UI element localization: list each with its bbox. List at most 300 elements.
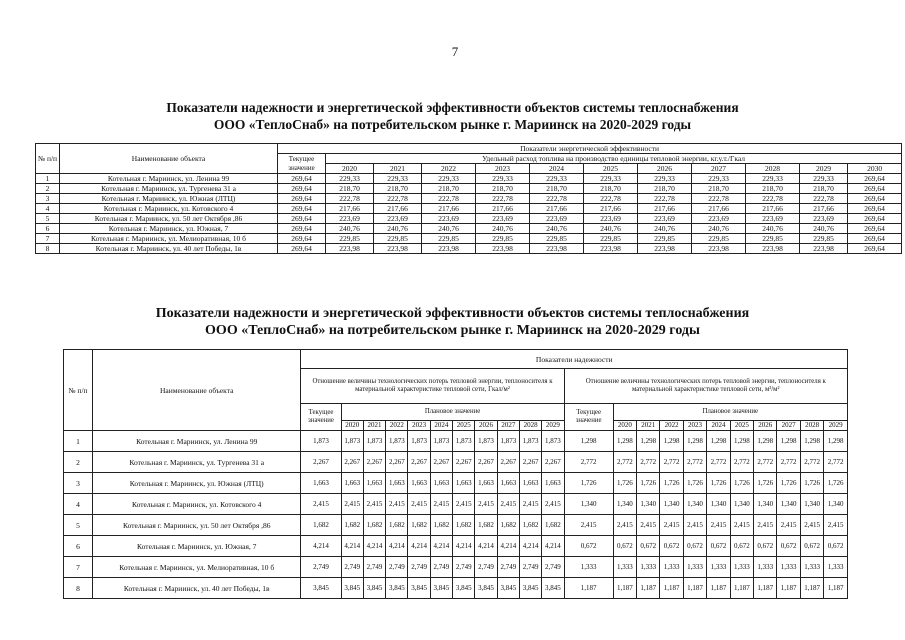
table1-year-header: 2026 [638,164,692,174]
year-value-a: 2,267 [475,452,497,473]
year-value-a: 4,214 [519,536,541,557]
year-value: 240,76 [746,224,800,234]
year-value-b: 1,187 [707,578,730,599]
year-value-b: 1,298 [800,431,823,452]
table2-year-header-a: 2023 [408,421,430,431]
row-number: 4 [64,494,93,515]
year-value-b: 1,340 [754,494,777,515]
current-value-a: 1,663 [301,473,341,494]
year-value: 222,78 [476,194,530,204]
year-value: 229,85 [746,234,800,244]
table2-sub-header-b: Отношение величины технологических потерь тепловой энергии, теплоносителя к материальной характеристике тепловой сети, м³/м² [564,369,847,404]
year-value: 269,64 [848,184,902,194]
table1-year-header: 2021 [374,164,422,174]
current-value-b: 2,772 [564,452,613,473]
year-value-b: 1,726 [824,473,848,494]
year-value: 229,85 [476,234,530,244]
year-value: 240,76 [374,224,422,234]
year-value-b: 1,726 [613,473,636,494]
object-name: Котельная г. Мариинск, ул. Котовского 4 [60,204,278,214]
year-value-b: 1,187 [637,578,660,599]
current-value-b: 1,187 [564,578,613,599]
current-value-a: 3,845 [301,578,341,599]
year-value-a: 1,682 [341,515,363,536]
table2-year-header-a: 2027 [497,421,519,431]
year-value-a: 2,415 [497,494,519,515]
year-value-a: 2,267 [453,452,475,473]
year-value-a: 1,682 [519,515,541,536]
year-value-b: 2,415 [824,515,848,536]
table1-year-header: 2027 [692,164,746,174]
year-value-a: 1,873 [519,431,541,452]
table-row [64,557,848,578]
year-value-b: 2,415 [754,515,777,536]
object-name: Котельная г. Мариинск, ул. Тургенева 31 а [92,452,300,473]
row-number: 7 [36,234,60,244]
row-number: 3 [36,194,60,204]
year-value-a: 1,663 [341,473,363,494]
object-name: Котельная г. Мариинск, ул. Мелиоративная, 10 б [92,557,300,578]
year-value: 223,69 [692,214,746,224]
year-value: 229,85 [638,234,692,244]
table2-year-header-a: 2028 [519,421,541,431]
year-value-b: 1,333 [613,557,636,578]
year-value-b: 1,187 [730,578,753,599]
year-value: 223,98 [638,244,692,254]
table2-year-header-a: 2025 [453,421,475,431]
year-value-b: 1,333 [777,557,800,578]
table2-year-header-a: 2021 [363,421,385,431]
year-value: 222,78 [530,194,584,204]
table-row [36,174,902,184]
table2-year-header-b: 2026 [754,421,777,431]
year-value-b: 2,772 [683,452,706,473]
year-value: 218,70 [374,184,422,194]
year-value: 218,70 [326,184,374,194]
table2-year-header-a: 2022 [386,421,408,431]
table1-year-header: 2022 [422,164,476,174]
table-row [64,536,848,557]
year-value: 229,33 [746,174,800,184]
current-value: 269,64 [278,184,326,194]
year-value-a: 2,267 [386,452,408,473]
row-number: 6 [36,224,60,234]
year-value-a: 2,749 [408,557,430,578]
current-value: 269,64 [278,234,326,244]
row-number: 8 [64,578,93,599]
table2-year-header-a: 2020 [341,421,363,431]
current-value: 269,64 [278,174,326,184]
year-value: 223,69 [374,214,422,224]
year-value-b: 1,333 [730,557,753,578]
object-name: Котельная г. Мариинск, ул. Тургенева 31 а [60,184,278,194]
table1-group-header: Показатели энергетической эффективности [278,144,902,154]
table1-title-line1: Показатели надежности и энергетической эффективности объектов системы теплоснабжения [166,100,739,115]
table2-year-header-b: 2023 [683,421,706,431]
year-value-b: 2,415 [683,515,706,536]
current-value-a: 2,415 [301,494,341,515]
object-name: Котельная г. Мариинск, ул. Южная (ЛТЦ) [92,473,300,494]
object-name: Котельная г. Мариинск, ул. Котовского 4 [92,494,300,515]
table2-year-header-b: 2029 [824,421,848,431]
year-value: 217,66 [374,204,422,214]
table-row [64,452,848,473]
year-value-a: 3,845 [542,578,564,599]
year-value: 218,70 [800,184,848,194]
year-value: 217,66 [746,204,800,214]
year-value: 223,98 [746,244,800,254]
year-value-a: 1,663 [542,473,564,494]
year-value-a: 1,873 [475,431,497,452]
year-value-b: 1,726 [777,473,800,494]
year-value: 223,98 [326,244,374,254]
year-value-a: 4,214 [341,536,363,557]
year-value: 229,33 [374,174,422,184]
row-number: 5 [36,214,60,224]
year-value: 223,69 [584,214,638,224]
year-value-a: 2,415 [519,494,541,515]
current-value-a: 1,873 [301,431,341,452]
table1-year-header: 2028 [746,164,800,174]
year-value-a: 2,415 [341,494,363,515]
year-value-b: 2,415 [660,515,683,536]
year-value-b: 2,772 [754,452,777,473]
year-value: 223,98 [476,244,530,254]
year-value: 240,76 [800,224,848,234]
year-value-a: 1,682 [430,515,452,536]
year-value-b: 1,187 [777,578,800,599]
year-value-b: 0,672 [730,536,753,557]
year-value-b: 1,340 [730,494,753,515]
table2-title-line1: Показатели надежности и энергетической эффективности объектов системы теплоснабжения [155,306,750,321]
year-value: 223,98 [374,244,422,254]
year-value: 222,78 [638,194,692,204]
table2-year-header-b: 2024 [707,421,730,431]
object-name: Котельная г. Мариинск, ул. Южная, 7 [60,224,278,234]
year-value: 229,33 [800,174,848,184]
year-value: 218,70 [476,184,530,194]
year-value-a: 2,267 [430,452,452,473]
table1-title-line2: ООО «ТеплоСнаб» на потребительском рынке г. Мариинск на 2020-2029 годы [213,117,692,132]
current-value-a: 2,267 [301,452,341,473]
year-value: 240,76 [422,224,476,234]
year-value-a: 1,873 [542,431,564,452]
year-value-b: 1,340 [613,494,636,515]
year-value-a: 1,682 [497,515,519,536]
year-value-b: 0,672 [707,536,730,557]
table1-title [0,99,905,133]
year-value-a: 2,415 [542,494,564,515]
year-value: 240,76 [692,224,746,234]
year-value: 222,78 [374,194,422,204]
year-value-a: 3,845 [430,578,452,599]
year-value-b: 2,772 [730,452,753,473]
year-value-a: 3,845 [363,578,385,599]
year-value-b: 2,415 [800,515,823,536]
year-value-b: 1,726 [683,473,706,494]
year-value: 217,66 [638,204,692,214]
table2-planned-header-a: Плановое значение [341,404,564,421]
year-value-b: 0,672 [660,536,683,557]
year-value-a: 2,415 [430,494,452,515]
table2-year-header-b: 2022 [660,421,683,431]
year-value-b: 2,415 [613,515,636,536]
year-value-a: 4,214 [408,536,430,557]
year-value-b: 1,340 [824,494,848,515]
year-value-b: 2,772 [777,452,800,473]
row-number: 5 [64,515,93,536]
year-value-b: 1,298 [683,431,706,452]
year-value-b: 2,772 [637,452,660,473]
object-name: Котельная г. Мариинск, ул. 50 лет Октября ,86 [60,214,278,224]
year-value-a: 4,214 [475,536,497,557]
year-value: 269,64 [848,204,902,214]
year-value-b: 1,333 [683,557,706,578]
year-value: 223,98 [530,244,584,254]
table2-group-header: Показатели надежности [301,350,848,369]
year-value-b: 0,672 [824,536,848,557]
year-value: 240,76 [530,224,584,234]
year-value-a: 2,749 [386,557,408,578]
year-value-b: 1,187 [613,578,636,599]
table1-year-header: 2025 [584,164,638,174]
row-number: 3 [64,473,93,494]
year-value-a: 2,267 [519,452,541,473]
current-value-b: 1,340 [564,494,613,515]
table1-current-header: Текущее значение [278,154,326,174]
year-value-b: 2,415 [637,515,660,536]
year-value-b: 1,726 [730,473,753,494]
object-name: Котельная г. Мариинск, ул. Ленина 99 [60,174,278,184]
year-value: 217,66 [800,204,848,214]
year-value-a: 1,873 [341,431,363,452]
table2-current-header-b: Текущее значение [564,404,613,431]
year-value-a: 1,873 [386,431,408,452]
year-value-a: 1,873 [363,431,385,452]
year-value-a: 3,845 [519,578,541,599]
year-value: 217,66 [692,204,746,214]
year-value: 223,69 [326,214,374,224]
table1-year-header: 2024 [530,164,584,174]
year-value: 229,33 [326,174,374,184]
year-value-a: 1,663 [386,473,408,494]
year-value-a: 1,682 [408,515,430,536]
table-row [36,224,902,234]
table2-year-header-a: 2024 [430,421,452,431]
year-value: 229,85 [692,234,746,244]
year-value-a: 2,749 [475,557,497,578]
year-value-a: 1,682 [363,515,385,536]
object-name: Котельная г. Мариинск, ул. Мелиоративная, 10 б [60,234,278,244]
year-value: 218,70 [530,184,584,194]
table-row [64,494,848,515]
current-value-b: 0,672 [564,536,613,557]
table-row [36,244,902,254]
year-value: 269,64 [848,244,902,254]
year-value-b: 1,298 [754,431,777,452]
year-value-b: 2,415 [777,515,800,536]
page-number: 7 [451,44,459,59]
year-value-a: 2,267 [497,452,519,473]
year-value: 217,66 [422,204,476,214]
year-value: 222,78 [326,194,374,204]
current-value: 269,64 [278,224,326,234]
year-value: 229,33 [530,174,584,184]
table2-year-header-b: 2021 [637,421,660,431]
year-value-b: 1,333 [637,557,660,578]
year-value-a: 2,267 [341,452,363,473]
year-value-b: 1,726 [800,473,823,494]
year-value: 222,78 [800,194,848,204]
year-value-b: 0,672 [777,536,800,557]
object-name: Котельная г. Мариинск, ул. Южная, 7 [92,536,300,557]
row-number: 4 [36,204,60,214]
year-value-b: 0,672 [800,536,823,557]
year-value-a: 1,682 [475,515,497,536]
current-value: 269,64 [278,194,326,204]
year-value: 217,66 [584,204,638,214]
energy-efficiency-table [35,143,902,254]
table-row [64,578,848,599]
year-value-b: 1,340 [660,494,683,515]
year-value-a: 2,415 [475,494,497,515]
year-value-a: 3,845 [386,578,408,599]
year-value-b: 2,772 [800,452,823,473]
year-value-b: 1,298 [660,431,683,452]
row-number: 6 [64,536,93,557]
row-number: 7 [64,557,93,578]
year-value: 223,69 [746,214,800,224]
year-value: 269,64 [848,174,902,184]
current-value-a: 4,214 [301,536,341,557]
table1-num-header: № п/п [36,144,60,174]
row-number: 2 [36,184,60,194]
year-value: 269,64 [848,234,902,244]
year-value-b: 1,298 [730,431,753,452]
year-value-a: 3,845 [497,578,519,599]
year-value: 229,85 [530,234,584,244]
year-value-b: 1,298 [613,431,636,452]
year-value-a: 4,214 [386,536,408,557]
year-value-a: 1,682 [453,515,475,536]
year-value-b: 1,340 [637,494,660,515]
year-value: 223,98 [800,244,848,254]
year-value-a: 1,873 [497,431,519,452]
year-value-a: 2,749 [341,557,363,578]
year-value-b: 1,726 [660,473,683,494]
current-value-a: 1,682 [301,515,341,536]
year-value-a: 2,415 [453,494,475,515]
year-value: 223,98 [422,244,476,254]
year-value: 218,70 [692,184,746,194]
year-value-a: 3,845 [408,578,430,599]
year-value-a: 2,749 [363,557,385,578]
current-value-b: 2,415 [564,515,613,536]
year-value-b: 1,333 [754,557,777,578]
year-value-b: 2,772 [660,452,683,473]
year-value-a: 1,663 [519,473,541,494]
table-row [64,473,848,494]
table2-year-header-b: 2025 [730,421,753,431]
year-value: 229,33 [692,174,746,184]
year-value-a: 1,682 [542,515,564,536]
table1-year-header: 2020 [326,164,374,174]
year-value-b: 1,333 [824,557,848,578]
year-value: 269,64 [848,224,902,234]
current-value-b: 1,726 [564,473,613,494]
year-value: 229,85 [800,234,848,244]
table2-planned-header-b: Плановое значение [613,404,847,421]
year-value-a: 1,663 [475,473,497,494]
row-number: 1 [36,174,60,184]
year-value: 269,64 [848,194,902,204]
year-value-a: 4,214 [453,536,475,557]
table2-year-header-b: 2020 [613,421,636,431]
year-value-b: 1,187 [683,578,706,599]
table2-year-header-a: 2026 [475,421,497,431]
year-value-a: 3,845 [341,578,363,599]
year-value: 217,66 [476,204,530,214]
current-value-a: 2,749 [301,557,341,578]
year-value-b: 1,333 [660,557,683,578]
year-value-a: 2,415 [386,494,408,515]
table1-year-header: 2029 [800,164,848,174]
year-value: 240,76 [476,224,530,234]
year-value-b: 1,187 [824,578,848,599]
year-value: 218,70 [746,184,800,194]
year-value: 223,69 [422,214,476,224]
year-value: 217,66 [530,204,584,214]
year-value-b: 1,298 [777,431,800,452]
year-value-b: 0,672 [637,536,660,557]
year-value-a: 2,415 [408,494,430,515]
year-value: 223,98 [692,244,746,254]
year-value-b: 1,187 [800,578,823,599]
year-value-a: 4,214 [542,536,564,557]
year-value-a: 4,214 [497,536,519,557]
year-value-b: 2,772 [707,452,730,473]
year-value-a: 2,749 [430,557,452,578]
object-name: Котельная г. Мариинск, ул. 50 лет Октября ,86 [92,515,300,536]
year-value-b: 1,340 [800,494,823,515]
year-value-a: 1,663 [430,473,452,494]
year-value: 229,33 [422,174,476,184]
year-value-a: 1,682 [386,515,408,536]
table2-title-line2: ООО «ТеплоСнаб» на потребительском рынке г. Мариинск на 2020-2029 годы [205,323,700,338]
year-value: 218,70 [584,184,638,194]
year-value: 229,85 [374,234,422,244]
year-value-a: 1,663 [453,473,475,494]
year-value-b: 1,340 [707,494,730,515]
year-value: 218,70 [422,184,476,194]
row-number: 1 [64,431,93,452]
year-value-b: 1,340 [777,494,800,515]
year-value-b: 1,726 [754,473,777,494]
year-value: 269,64 [848,214,902,224]
year-value: 229,33 [638,174,692,184]
table2-title [0,305,905,339]
year-value: 218,70 [638,184,692,194]
year-value-a: 1,873 [430,431,452,452]
year-value: 223,98 [584,244,638,254]
table-row [64,431,848,452]
year-value: 229,85 [422,234,476,244]
year-value-b: 1,333 [800,557,823,578]
year-value: 222,78 [422,194,476,204]
reliability-table [63,349,848,599]
year-value-a: 1,663 [363,473,385,494]
current-value: 269,64 [278,204,326,214]
